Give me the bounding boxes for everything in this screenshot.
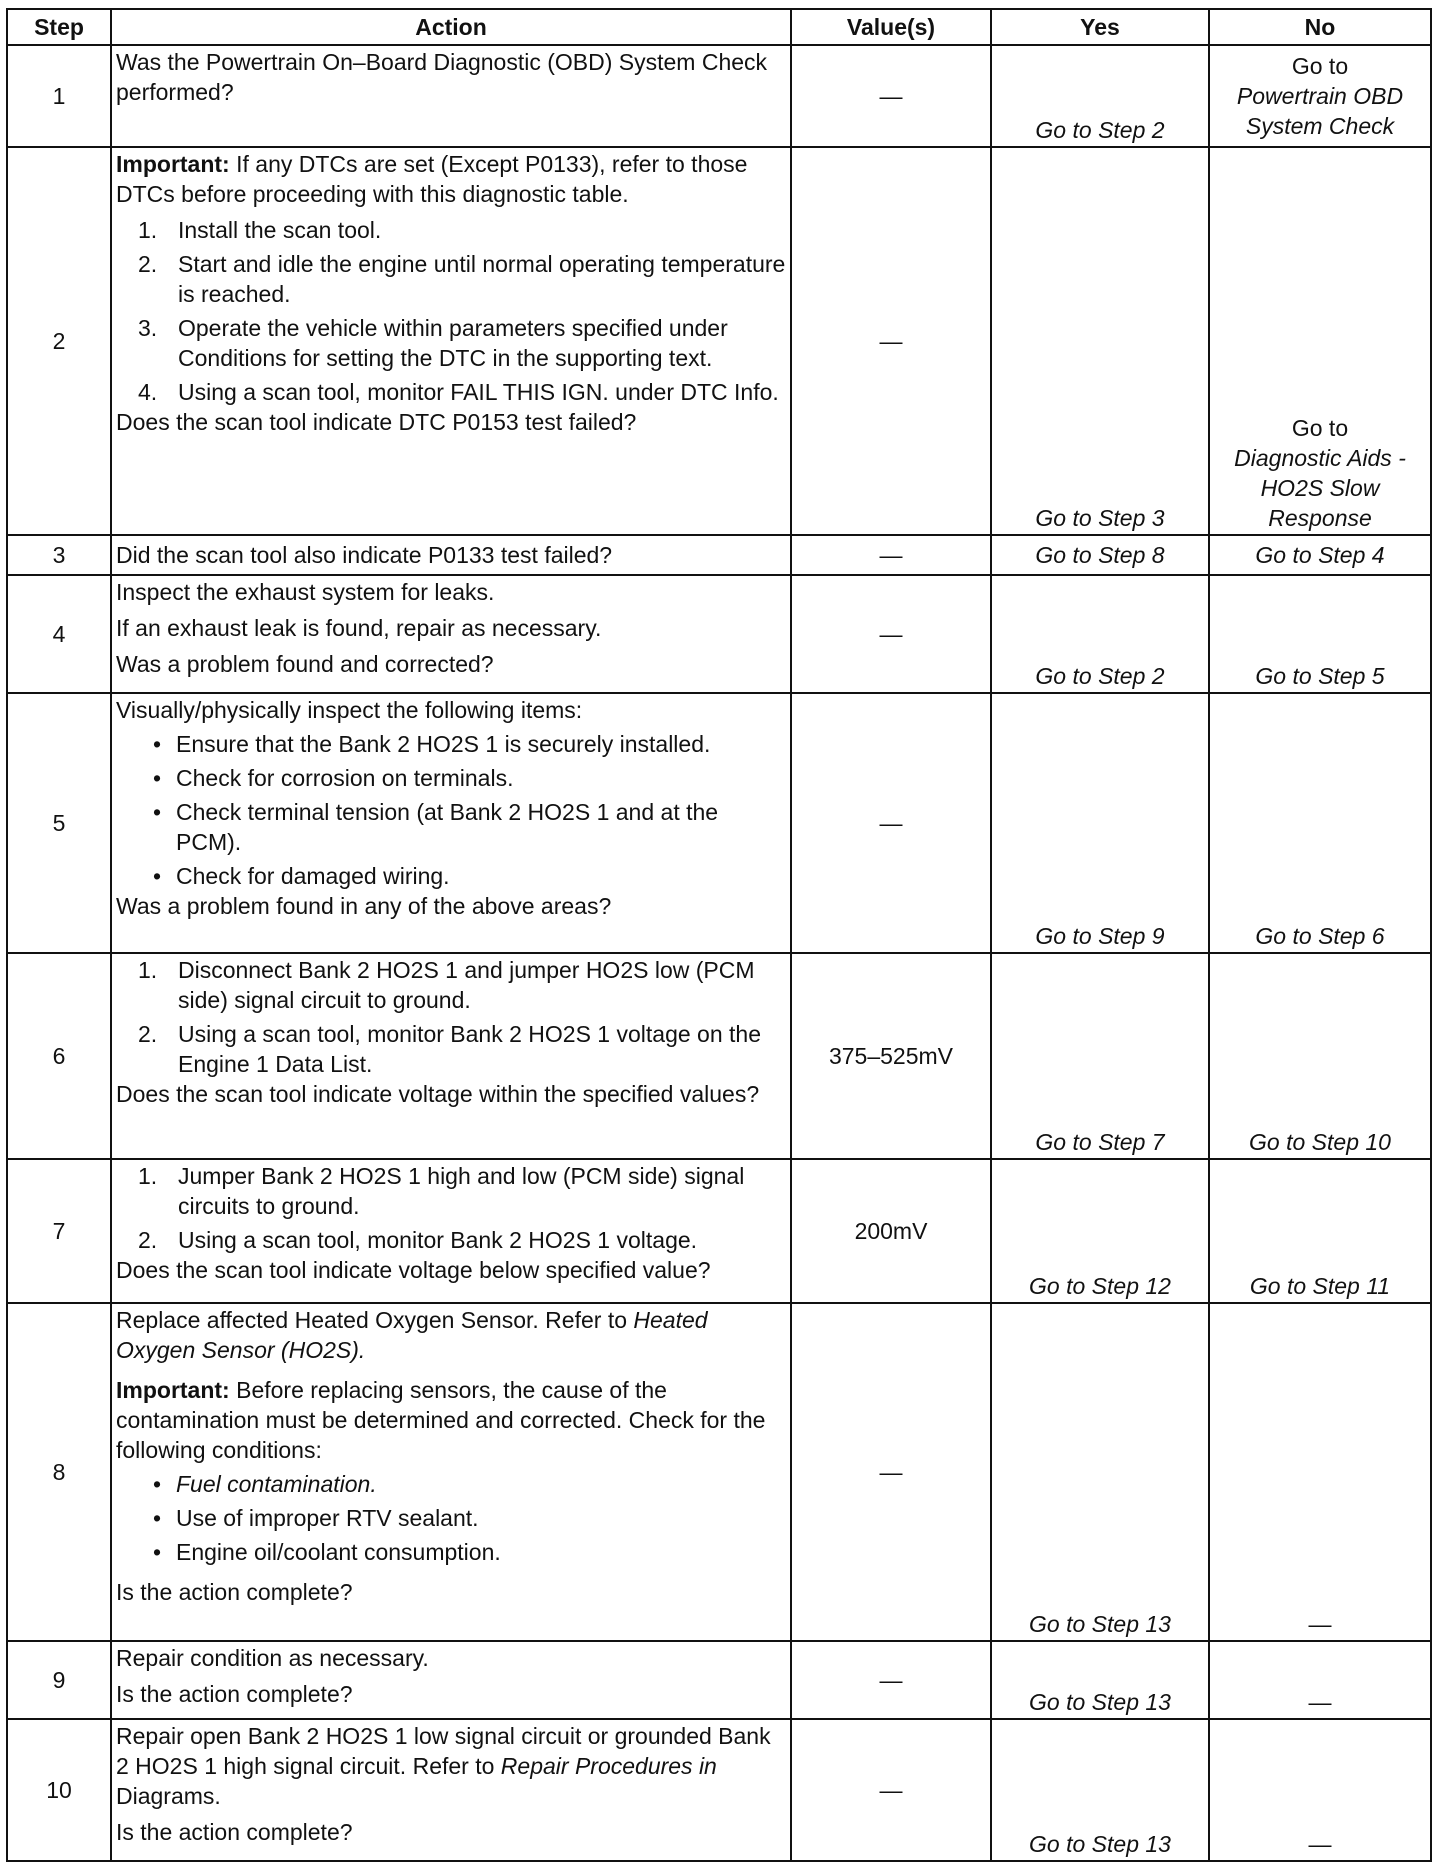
no-text: — <box>1308 1831 1332 1857</box>
list-text: Check terminal tension (at Bank 2 HO2S 1 and at the PCM). <box>176 799 719 855</box>
action-text: Repair condition as necessary. <box>116 1645 429 1671</box>
list-text: Ensure that the Bank 2 HO2S 1 is securely installed. <box>176 731 711 757</box>
no-text: — <box>1308 1611 1332 1637</box>
header-yes: Yes <box>991 9 1209 45</box>
action-cell <box>111 693 791 953</box>
yes-cell: Go to Step 12 <box>991 1159 1209 1303</box>
list-number: 1. <box>138 957 158 983</box>
list-item <box>138 1225 786 1255</box>
list-number: 2. <box>138 251 158 277</box>
bullet-list <box>116 729 786 891</box>
yes-cell: Go to Step 8 <box>991 535 1209 575</box>
action-question: Was a problem found and corrected? <box>116 651 494 677</box>
diagnostic-table <box>6 8 1432 1862</box>
numbered-list <box>116 1161 786 1255</box>
step-number: 9 <box>7 1641 111 1719</box>
action-question: Was a problem found in any of the above areas? <box>116 893 612 919</box>
no-cell: Go to Step 10 <box>1209 953 1431 1159</box>
action-text: Did the scan tool also indicate P0133 test failed? <box>116 542 613 568</box>
bullet-icon: • <box>152 731 162 757</box>
numbered-list <box>116 215 786 407</box>
list-item <box>138 797 786 857</box>
action-question: Does the scan tool indicate voltage within the specified values? <box>116 1081 760 1107</box>
table-row <box>7 1159 1431 1303</box>
list-number: 1. <box>138 217 158 243</box>
list-item <box>138 763 786 793</box>
action-text-main: Replace affected Heated Oxygen Sensor. Refer to <box>116 1307 634 1333</box>
bullet-icon: • <box>152 799 162 825</box>
table-row <box>7 953 1431 1159</box>
no-cell <box>1209 1303 1431 1641</box>
no-cell <box>1209 45 1431 147</box>
no-cell <box>1209 1719 1431 1861</box>
action-cell <box>111 45 791 147</box>
list-item <box>138 1503 786 1533</box>
header-row <box>7 9 1431 45</box>
action-question: Is the action complete? <box>116 1579 353 1605</box>
action-text-main: Repair open Bank 2 HO2S 1 low signal circuit or grounded Bank 2 HO2S 1 high signal circuit. Refer to <box>116 1723 771 1779</box>
list-item <box>138 377 786 407</box>
value-cell: — <box>791 575 991 693</box>
header-values: Value(s) <box>791 9 991 45</box>
action-cell <box>111 1159 791 1303</box>
list-text: Engine oil/coolant consumption. <box>176 1539 501 1565</box>
no-text: Response <box>1268 505 1372 531</box>
list-text: Using a scan tool, monitor Bank 2 HO2S 1 voltage. <box>178 1227 698 1253</box>
action-text: Visually/physically inspect the following items: <box>116 697 583 723</box>
no-text: Go to <box>1291 415 1349 441</box>
important-text: Before replacing sensors, the cause of the contamination must be determined and corrected. Check for the following conditions: <box>116 1377 766 1463</box>
list-number: 2. <box>138 1021 158 1047</box>
list-item <box>138 1019 786 1079</box>
reference-link-text: Heated Oxygen Sensor (HO2S). <box>116 1307 708 1363</box>
reference-link-text: Repair Procedures in <box>500 1753 717 1779</box>
table-row <box>7 147 1431 535</box>
list-text: Disconnect Bank 2 HO2S 1 and jumper HO2S low (PCM side) signal circuit to ground. <box>178 957 755 1013</box>
step-number: 10 <box>7 1719 111 1861</box>
diagnostic-table-container <box>6 8 1430 1862</box>
no-cell: Go to Step 5 <box>1209 575 1431 693</box>
value-cell: — <box>791 535 991 575</box>
yes-cell: Go to Step 9 <box>991 693 1209 953</box>
bullet-icon: • <box>152 1539 162 1565</box>
table-row <box>7 1719 1431 1861</box>
step-number: 7 <box>7 1159 111 1303</box>
action-cell <box>111 953 791 1159</box>
no-cell: Go to Step 4 <box>1209 535 1431 575</box>
list-item <box>138 729 786 759</box>
no-cell: Go to Step 6 <box>1209 693 1431 953</box>
bullet-icon: • <box>152 863 162 889</box>
value-cell: — <box>791 147 991 535</box>
yes-cell: Go to Step 13 <box>991 1641 1209 1719</box>
list-text: Fuel contamination. <box>176 1471 377 1497</box>
list-text: Use of improper RTV sealant. <box>176 1505 479 1531</box>
yes-cell: Go to Step 7 <box>991 953 1209 1159</box>
step-number: 5 <box>7 693 111 953</box>
list-item <box>138 1469 786 1499</box>
action-text <box>116 1305 786 1365</box>
value-cell: 375–525mV <box>791 953 991 1159</box>
bullet-icon: • <box>152 765 162 791</box>
list-text: Start and idle the engine until normal operating temperature is reached. <box>178 251 786 307</box>
action-text-tail: Diagrams. <box>116 1783 221 1809</box>
value-cell: 200mV <box>791 1159 991 1303</box>
no-text: HO2S Slow <box>1260 475 1380 501</box>
header-step: Step <box>7 9 111 45</box>
list-text: Operate the vehicle within parameters specified under Conditions for setting the DTC in the supporting text. <box>178 315 728 371</box>
list-number: 1. <box>138 1163 158 1189</box>
action-text: Inspect the exhaust system for leaks. <box>116 579 495 605</box>
important-text: If any DTCs are set (Except P0133), refer to those DTCs before proceeding with this diagnostic table. <box>116 151 748 207</box>
value-cell: — <box>791 1303 991 1641</box>
yes-cell: Go to Step 13 <box>991 1303 1209 1641</box>
list-text: Check for damaged wiring. <box>176 863 450 889</box>
action-question: Is the action complete? <box>116 1819 353 1845</box>
no-text: Diagnostic Aids - <box>1234 445 1406 471</box>
numbered-list <box>116 955 786 1079</box>
action-cell <box>111 575 791 693</box>
list-item <box>138 955 786 1015</box>
value-cell: — <box>791 1641 991 1719</box>
value-cell: — <box>791 1719 991 1861</box>
no-cell <box>1209 1641 1431 1719</box>
important-label: Important: <box>116 1377 230 1403</box>
no-text: System Check <box>1245 113 1395 139</box>
action-cell <box>111 1641 791 1719</box>
important-label: Important: <box>116 151 230 177</box>
header-action: Action <box>111 9 791 45</box>
list-text: Using a scan tool, monitor Bank 2 HO2S 1 voltage on the Engine 1 Data List. <box>178 1021 761 1077</box>
step-number: 6 <box>7 953 111 1159</box>
no-text: Go to <box>1291 53 1349 79</box>
list-item <box>138 1537 786 1567</box>
table-row <box>7 535 1431 575</box>
important-note <box>116 149 786 209</box>
yes-cell: Go to Step 13 <box>991 1719 1209 1861</box>
action-text: If an exhaust leak is found, repair as necessary. <box>116 615 602 641</box>
action-question: Is the action complete? <box>116 1681 353 1707</box>
list-item <box>138 313 786 373</box>
list-number: 2. <box>138 1227 158 1253</box>
step-number: 4 <box>7 575 111 693</box>
yes-cell: Go to Step 2 <box>991 45 1209 147</box>
action-cell <box>111 1719 791 1861</box>
yes-cell: Go to Step 3 <box>991 147 1209 535</box>
list-text: Using a scan tool, monitor FAIL THIS IGN. under DTC Info. <box>178 379 779 405</box>
action-text <box>116 1721 786 1811</box>
action-question: Does the scan tool indicate DTC P0153 test failed? <box>116 409 637 435</box>
important-note <box>116 1375 786 1465</box>
action-text: Was the Powertrain On–Board Diagnostic (OBD) System Check performed? <box>116 49 768 105</box>
list-text: Check for corrosion on terminals. <box>176 765 514 791</box>
no-cell: Go to Step 11 <box>1209 1159 1431 1303</box>
table-row <box>7 45 1431 147</box>
bullet-icon: • <box>152 1505 162 1531</box>
bullet-icon: • <box>152 1471 162 1497</box>
step-number: 8 <box>7 1303 111 1641</box>
step-number: 2 <box>7 147 111 535</box>
list-item <box>138 1161 786 1221</box>
list-item <box>138 861 786 891</box>
list-number: 3. <box>138 315 158 341</box>
action-cell <box>111 535 791 575</box>
no-cell <box>1209 147 1431 535</box>
action-question: Does the scan tool indicate voltage below specified value? <box>116 1257 711 1283</box>
list-text: Jumper Bank 2 HO2S 1 high and low (PCM side) signal circuits to ground. <box>178 1163 745 1219</box>
step-number: 3 <box>7 535 111 575</box>
no-text: — <box>1308 1689 1332 1715</box>
bullet-list <box>116 1469 786 1567</box>
value-cell: — <box>791 45 991 147</box>
yes-cell: Go to Step 2 <box>991 575 1209 693</box>
action-cell <box>111 147 791 535</box>
table-row <box>7 1303 1431 1641</box>
list-text: Install the scan tool. <box>178 217 382 243</box>
list-item <box>138 249 786 309</box>
list-item <box>138 215 786 245</box>
no-text: Powertrain OBD <box>1236 83 1404 109</box>
value-cell: — <box>791 693 991 953</box>
table-row <box>7 1641 1431 1719</box>
header-no: No <box>1209 9 1431 45</box>
action-cell <box>111 1303 791 1641</box>
list-number: 4. <box>138 379 158 405</box>
table-row <box>7 575 1431 693</box>
table-row <box>7 693 1431 953</box>
step-number: 1 <box>7 45 111 147</box>
